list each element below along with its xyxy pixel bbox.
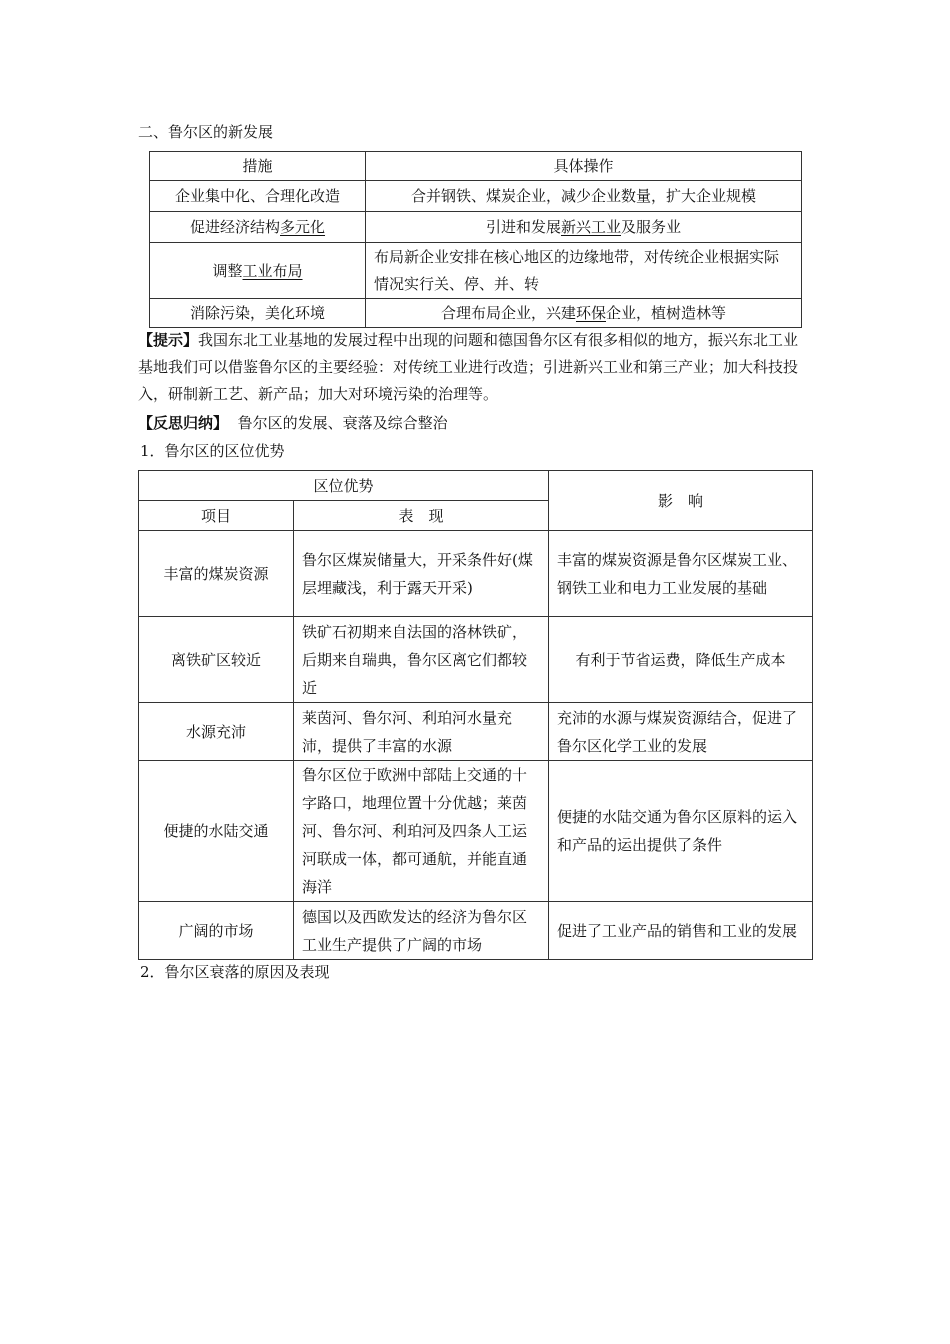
performance-cell: 铁矿石初期来自法国的洛林铁矿，后期来自瑞典，鲁尔区离它们都较近 <box>294 617 549 703</box>
table-row <box>139 761 813 902</box>
operation-cell: 合理布局企业，兴建环保企业，植树造林等 <box>366 299 802 328</box>
item-cell: 离铁矿区较近 <box>139 617 294 703</box>
group-header-advantages: 区位优势 <box>139 471 549 501</box>
location-advantages-table <box>138 470 813 960</box>
table-row <box>139 902 813 960</box>
table-row <box>150 299 802 328</box>
operation-cell: 布局新企业安排在核心地区的边缘地带，对传统企业根据实际情况实行关、停、并、转 <box>366 243 802 299</box>
item-cell: 水源充沛 <box>139 703 294 761</box>
point1-title: 1．鲁尔区的区位优势 <box>140 442 285 460</box>
impact-cell: 丰富的煤炭资源是鲁尔区煤炭工业、钢铁工业和电力工业发展的基础 <box>549 531 813 617</box>
item-cell: 广阔的市场 <box>139 902 294 960</box>
measure-cell: 调整工业布局 <box>150 243 366 299</box>
impact-cell: 有利于节省运费，降低生产成本 <box>549 617 813 703</box>
table-row <box>139 617 813 703</box>
table-row <box>139 531 813 617</box>
operation-cell: 合并钢铁、煤炭企业，减少企业数量，扩大企业规模 <box>366 181 802 212</box>
point2-title: 2．鲁尔区衰落的原因及表现 <box>140 963 330 981</box>
item-cell: 丰富的煤炭资源 <box>139 531 294 617</box>
header-operations: 具体操作 <box>366 152 802 181</box>
table-row <box>139 703 813 761</box>
impact-cell: 便捷的水陆交通为鲁尔区原料的运入和产品的运出提供了条件 <box>549 761 813 902</box>
performance-cell: 鲁尔区位于欧洲中部陆上交通的十字路口，地理位置十分优越；莱茵河、鲁尔河、利珀河及四条人工运河联成一体，都可通航，并能直通海洋 <box>294 761 549 902</box>
performance-cell: 莱茵河、鲁尔河、利珀河水量充沛，提供了丰富的水源 <box>294 703 549 761</box>
header-item: 项目 <box>139 501 294 531</box>
impact-cell: 促进了工业产品的销售和工业的发展 <box>549 902 813 960</box>
table-row <box>150 243 802 299</box>
section-heading: 二、鲁尔区的新发展 <box>138 123 274 141</box>
impact-cell: 充沛的水源与煤炭资源结合，促进了鲁尔区化学工业的发展 <box>549 703 813 761</box>
hint-label: 【提示】 <box>138 331 199 349</box>
header-performance: 表 现 <box>294 501 549 531</box>
measures-table <box>149 151 802 328</box>
performance-cell: 德国以及西欧发达的经济为鲁尔区工业生产提供了广阔的市场 <box>294 902 549 960</box>
operation-cell: 引进和发展新兴工业及服务业 <box>366 212 802 243</box>
reflect-heading: 【反思归纳】 鲁尔区的发展、衰落及综合整治 <box>138 414 448 432</box>
header-measures: 措施 <box>150 152 366 181</box>
table-row <box>150 212 802 243</box>
performance-cell: 鲁尔区煤炭储量大，开采条件好(煤层埋藏浅，利于露天开采) <box>294 531 549 617</box>
measure-cell: 消除污染，美化环境 <box>150 299 366 328</box>
table-row <box>150 181 802 212</box>
measure-cell: 企业集中化、合理化改造 <box>150 181 366 212</box>
measure-cell: 促进经济结构多元化 <box>150 212 366 243</box>
hint-text: 我国东北工业基地的发展过程中出现的问题和德国鲁尔区有很多相似的地方，振兴东北工业基地我们可以借鉴鲁尔区的主要经验：对传统工业进行改造；引进新兴工业和第三产业；加大科技投入，研制新工艺、新产品；加大对环境污染的治理等。 <box>138 331 799 403</box>
hint-paragraph <box>138 327 812 408</box>
header-impact: 影 响 <box>549 471 813 531</box>
item-cell: 便捷的水陆交通 <box>139 761 294 902</box>
